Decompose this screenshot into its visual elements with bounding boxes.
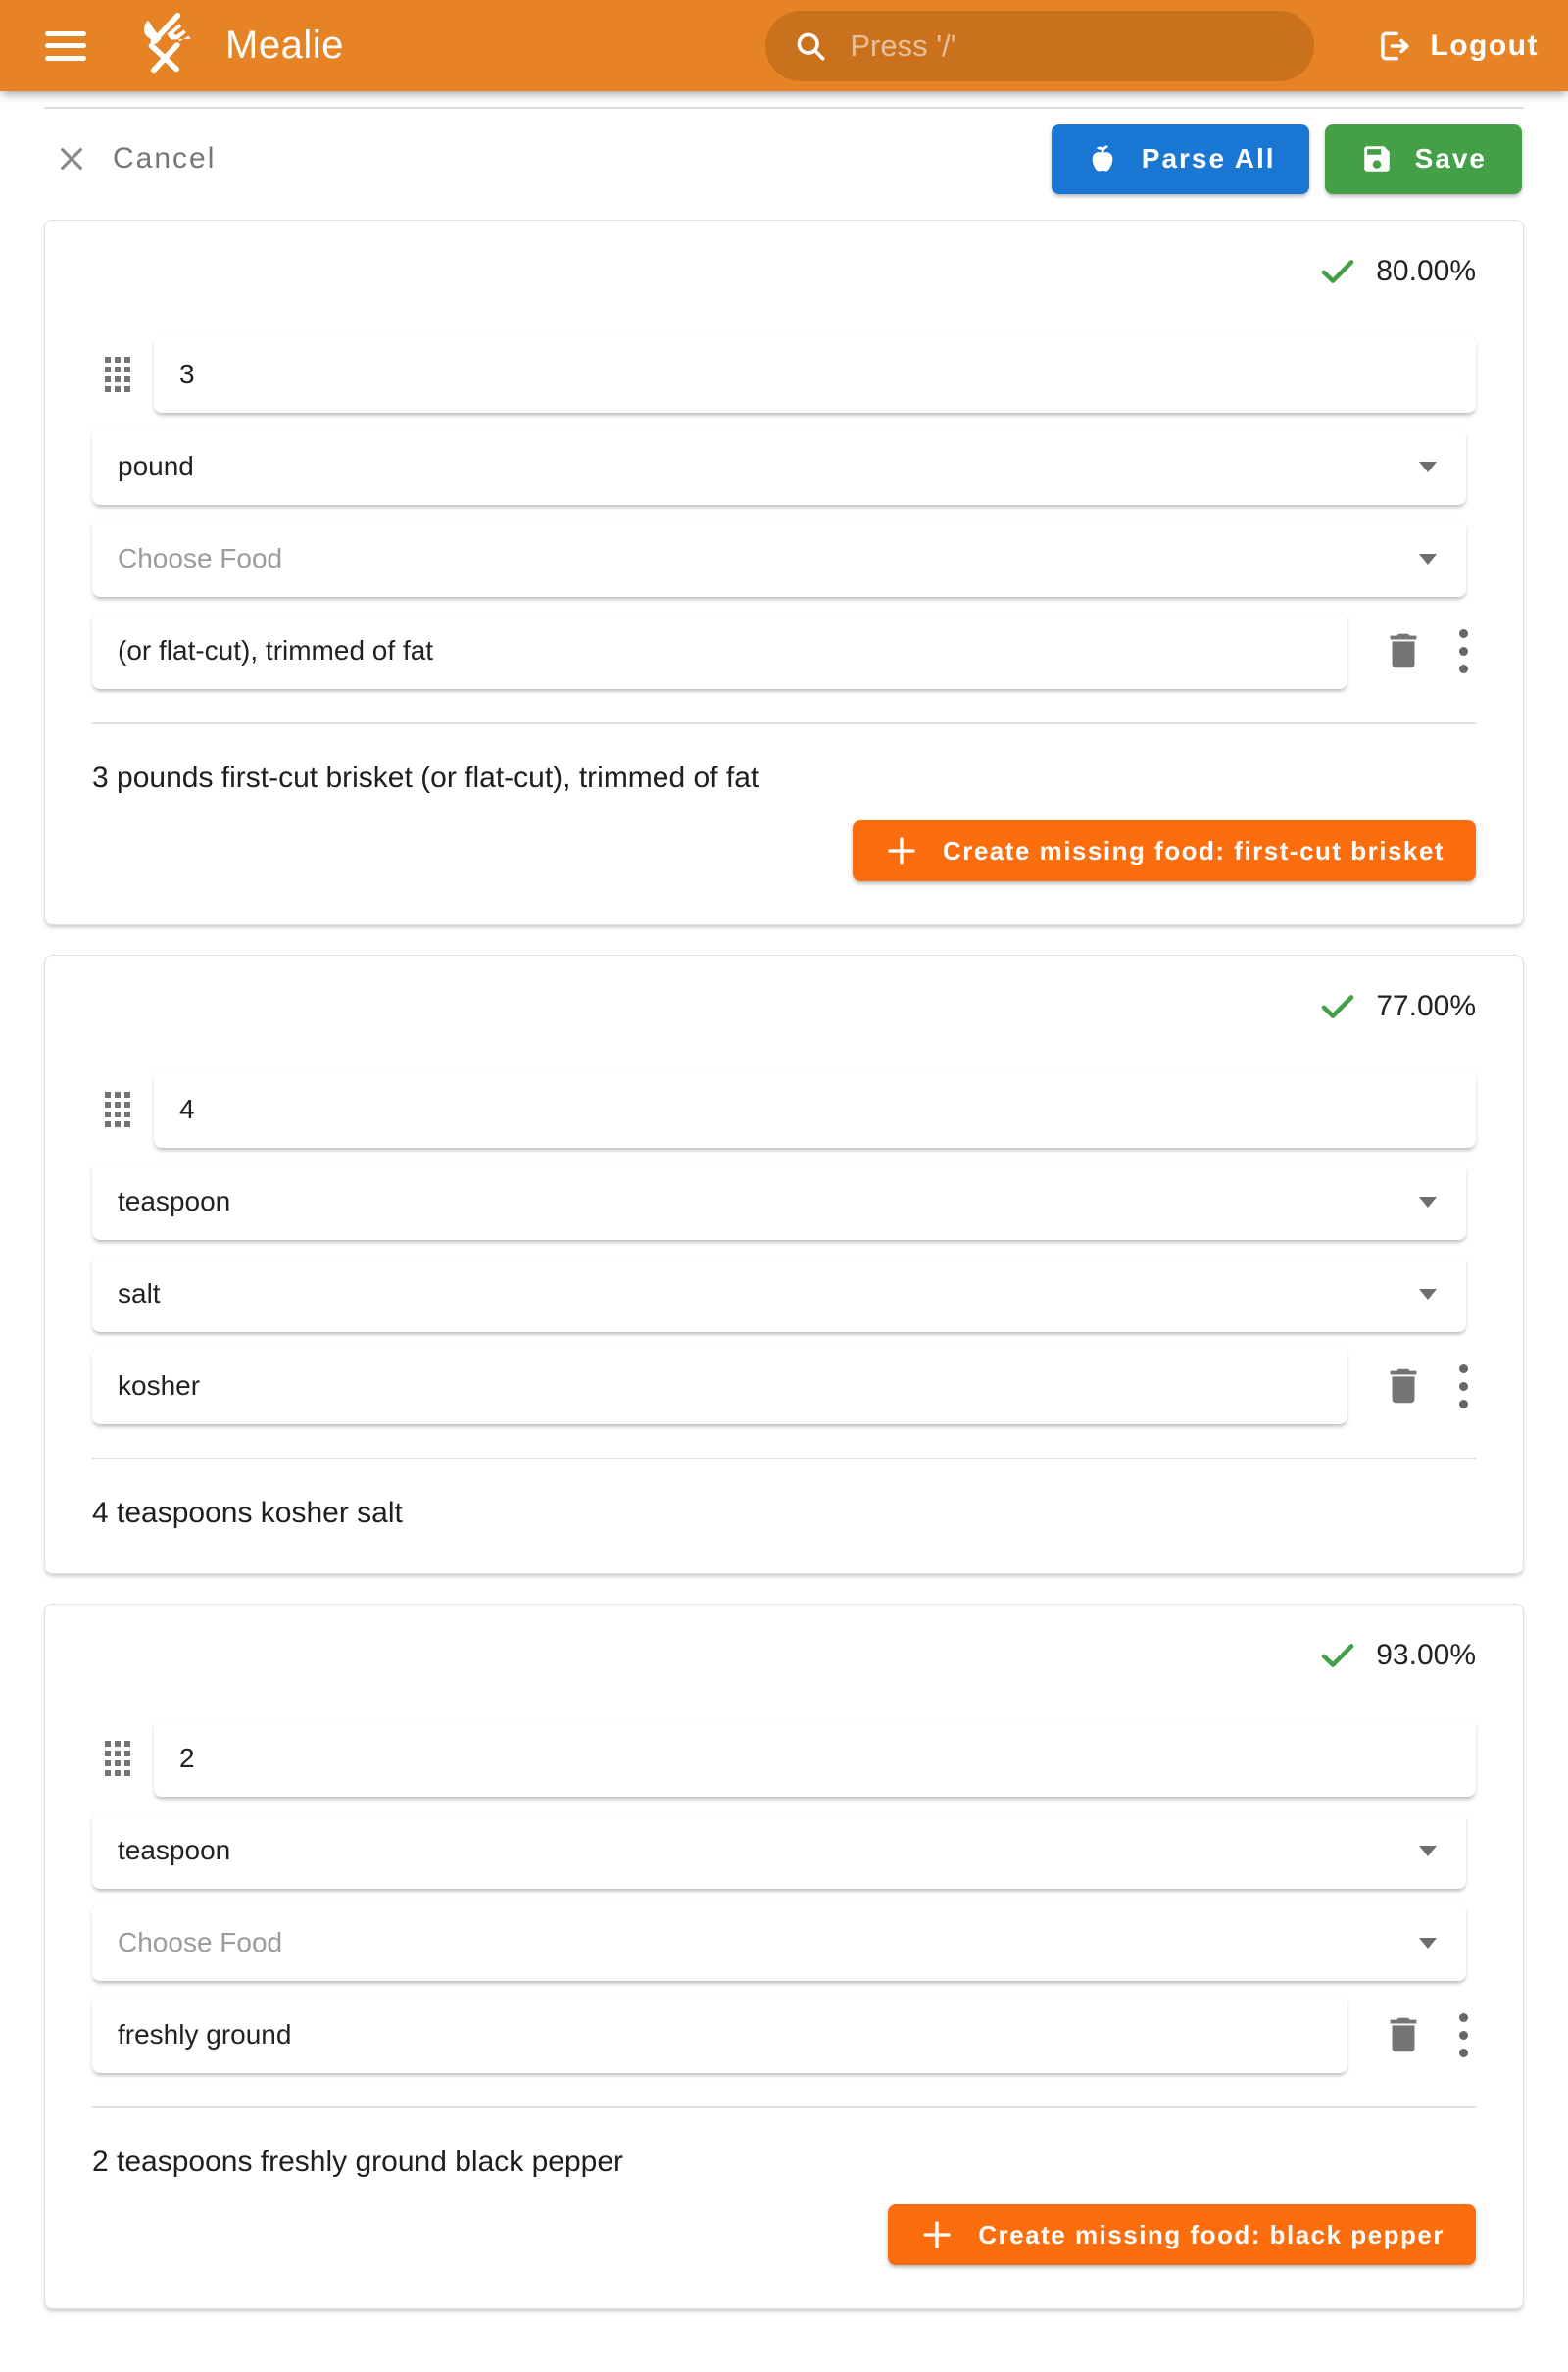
parse-all-label: Parse All xyxy=(1141,143,1276,173)
card-divider xyxy=(92,722,1476,724)
quantity-row xyxy=(92,336,1476,413)
chevron-down-icon xyxy=(1419,1846,1437,1856)
original-ingredient-text: 3 pounds first-cut brisket (or flat-cut), trimmed of fat xyxy=(92,762,760,794)
drag-handle-icon[interactable] xyxy=(105,1092,130,1127)
search-input[interactable] xyxy=(850,28,1287,64)
quantity-field xyxy=(154,1071,1476,1148)
search-icon xyxy=(793,28,828,64)
unit-select[interactable] xyxy=(92,1812,1466,1889)
create-missing-food-button[interactable] xyxy=(888,2204,1476,2265)
trash-icon xyxy=(1381,1363,1426,1408)
delete-button[interactable] xyxy=(1381,1363,1426,1408)
ingredient-card xyxy=(44,220,1524,925)
note-input[interactable] xyxy=(92,1348,1348,1424)
note-row xyxy=(92,1997,1476,2073)
trash-icon xyxy=(1381,2012,1426,2057)
note-input[interactable] xyxy=(92,1997,1348,2073)
header-divider xyxy=(44,107,1524,109)
cancel-button[interactable] xyxy=(44,134,227,183)
chevron-down-icon xyxy=(1419,462,1437,472)
food-select-value: Choose Food xyxy=(118,1927,283,1957)
unit-select-value: teaspoon xyxy=(118,1186,231,1216)
logout-button[interactable] xyxy=(1375,27,1539,65)
food-select-value: salt xyxy=(118,1278,161,1309)
quantity-input[interactable] xyxy=(154,336,1476,413)
search-bar[interactable] xyxy=(765,11,1314,81)
check-icon xyxy=(1317,251,1358,292)
more-options-button[interactable] xyxy=(1451,623,1476,679)
confidence-value: 80.00% xyxy=(1376,255,1476,287)
check-icon xyxy=(1317,986,1358,1027)
check-icon xyxy=(1317,1635,1358,1676)
ingredient-card xyxy=(44,1604,1524,2309)
quantity-input[interactable] xyxy=(154,1720,1476,1797)
confidence-row xyxy=(92,250,1476,293)
note-field xyxy=(92,1997,1348,2073)
app-title: Mealie xyxy=(225,24,344,67)
create-missing-food-row xyxy=(92,2204,1476,2265)
unit-select-value: pound xyxy=(118,451,194,481)
chevron-down-icon xyxy=(1419,1289,1437,1300)
unit-select[interactable] xyxy=(92,1163,1466,1240)
original-ingredient-text: 4 teaspoons kosher salt xyxy=(92,1497,403,1529)
action-row xyxy=(44,124,1524,194)
confidence-row xyxy=(92,1634,1476,1677)
ingredient-card xyxy=(44,955,1524,1574)
confidence-value: 93.00% xyxy=(1376,1639,1476,1671)
more-options-button[interactable] xyxy=(1451,1359,1476,1414)
delete-button[interactable] xyxy=(1381,2012,1426,2057)
food-select-value: Choose Food xyxy=(118,543,283,573)
save-icon xyxy=(1360,142,1394,175)
plus-icon xyxy=(884,833,919,868)
parse-all-button[interactable] xyxy=(1052,124,1309,194)
plus-icon xyxy=(919,2217,955,2252)
create-missing-food-label: Create missing food: first-cut brisket xyxy=(942,835,1445,865)
quantity-row xyxy=(92,1071,1476,1148)
create-missing-food-label: Create missing food: black pepper xyxy=(978,2219,1445,2249)
more-options-button[interactable] xyxy=(1451,2007,1476,2063)
food-select[interactable] xyxy=(92,1904,1466,1981)
cancel-label: Cancel xyxy=(113,142,217,174)
app-bar xyxy=(0,0,1568,91)
create-missing-food-button[interactable] xyxy=(853,820,1476,881)
card-divider xyxy=(92,1458,1476,1459)
apple-icon xyxy=(1085,141,1120,176)
drag-handle-icon[interactable] xyxy=(105,357,130,392)
confidence-value: 77.00% xyxy=(1376,990,1476,1022)
drag-handle-icon[interactable] xyxy=(105,1741,130,1776)
quantity-row xyxy=(92,1720,1476,1797)
save-button[interactable] xyxy=(1325,124,1522,194)
note-field xyxy=(92,613,1348,689)
note-field xyxy=(92,1348,1348,1424)
chevron-down-icon xyxy=(1419,1938,1437,1949)
logout-label: Logout xyxy=(1430,28,1539,62)
quantity-field xyxy=(154,336,1476,413)
unit-select-value: teaspoon xyxy=(118,1835,231,1865)
chevron-down-icon xyxy=(1419,1197,1437,1208)
note-input[interactable] xyxy=(92,613,1348,689)
food-select[interactable] xyxy=(92,1256,1466,1332)
menu-icon[interactable] xyxy=(45,31,86,61)
card-divider xyxy=(92,2106,1476,2108)
parser-page xyxy=(0,107,1568,2309)
delete-button[interactable] xyxy=(1381,628,1426,673)
chevron-down-icon xyxy=(1419,554,1437,565)
quantity-input[interactable] xyxy=(154,1071,1476,1148)
food-select[interactable] xyxy=(92,520,1466,597)
note-row xyxy=(92,613,1476,689)
trash-icon xyxy=(1381,628,1426,673)
quantity-field xyxy=(154,1720,1476,1797)
note-row xyxy=(92,1348,1476,1424)
unit-select[interactable] xyxy=(92,428,1466,505)
close-icon xyxy=(56,143,87,174)
confidence-row xyxy=(92,985,1476,1028)
logout-icon xyxy=(1375,27,1412,65)
create-missing-food-row xyxy=(92,820,1476,881)
save-label: Save xyxy=(1414,143,1487,173)
mealie-logo-icon xyxy=(129,11,200,81)
original-ingredient-text: 2 teaspoons freshly ground black pepper xyxy=(92,2146,624,2178)
